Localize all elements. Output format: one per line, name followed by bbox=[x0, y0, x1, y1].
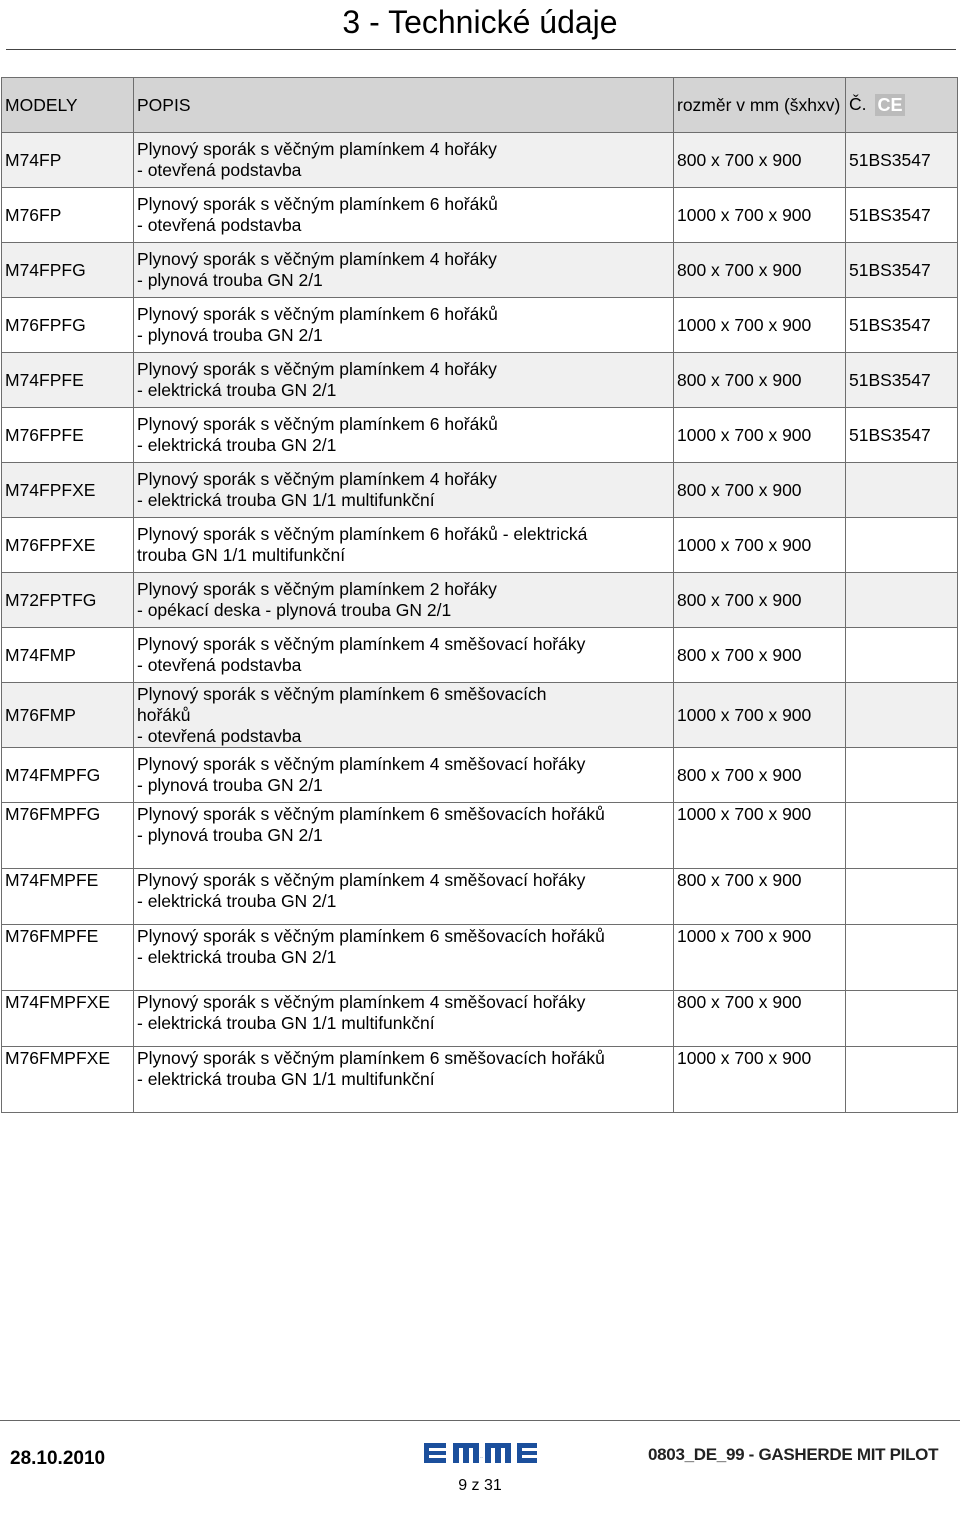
description-line: Plynový sporák s věčným plamínkem 6 hořáků bbox=[137, 414, 498, 434]
dimensions-cell: 1000 x 700 x 900 bbox=[674, 803, 846, 869]
header-dimensions: rozměr v mm (šxhxv) bbox=[674, 78, 846, 133]
description-line: Plynový sporák s věčným plamínkem 6 hořáků bbox=[137, 304, 498, 324]
dimensions-cell: 800 x 700 x 900 bbox=[674, 869, 846, 925]
description-line: Plynový sporák s věčným plamínkem 6 směšovacích hořáků bbox=[137, 926, 605, 946]
model-cell: M72FPTFG bbox=[2, 573, 134, 628]
ce-number-cell bbox=[846, 628, 958, 683]
description-cell bbox=[134, 353, 674, 408]
model-cell: M74FMPFG bbox=[2, 748, 134, 803]
description-line: - otevřená podstavba bbox=[137, 160, 302, 180]
model-cell: M74FMPFE bbox=[2, 869, 134, 925]
table-row bbox=[2, 683, 958, 748]
header-ce-label: Č. bbox=[849, 93, 867, 114]
dimensions-cell: 800 x 700 x 900 bbox=[674, 463, 846, 518]
dimensions-cell: 1000 x 700 x 900 bbox=[674, 188, 846, 243]
dimensions-cell: 800 x 700 x 900 bbox=[674, 748, 846, 803]
table-row bbox=[2, 463, 958, 518]
page-title: 3 - Technické údaje bbox=[342, 4, 618, 40]
ce-number-cell bbox=[846, 925, 958, 991]
table-row bbox=[2, 748, 958, 803]
description-cell bbox=[134, 408, 674, 463]
model-cell: M74FPFXE bbox=[2, 463, 134, 518]
description-line: - otevřená podstavba bbox=[137, 655, 302, 675]
description-line: Plynový sporák s věčným plamínkem 4 směšovací hořáky bbox=[137, 870, 586, 890]
dimensions-cell: 800 x 700 x 900 bbox=[674, 243, 846, 298]
technical-data-table bbox=[1, 77, 958, 1113]
description-line: - plynová trouba GN 2/1 bbox=[137, 325, 323, 345]
model-cell: M76FPFE bbox=[2, 408, 134, 463]
description-line: - plynová trouba GN 2/1 bbox=[137, 775, 323, 795]
ce-number-cell bbox=[846, 463, 958, 518]
document-reference: 0803_DE_99 - GASHERDE MIT PILOT bbox=[648, 1445, 939, 1464]
dimensions-cell: 1000 x 700 x 900 bbox=[674, 683, 846, 748]
model-cell: M76FMPFXE bbox=[2, 1047, 134, 1113]
description-cell bbox=[134, 463, 674, 518]
description-line: - opékací deska - plynová trouba GN 2/1 bbox=[137, 600, 452, 620]
description-line: Plynový sporák s věčným plamínkem 6 směšovacích hořáků bbox=[137, 1048, 605, 1068]
model-cell: M74FMPFXE bbox=[2, 991, 134, 1047]
ce-mark-icon bbox=[875, 94, 905, 116]
table-body bbox=[2, 133, 958, 1113]
description-line: - otevřená podstavba bbox=[137, 725, 302, 746]
description-line: Plynový sporák s věčným plamínkem 4 směšovací hořáky bbox=[137, 754, 586, 774]
table-row bbox=[2, 925, 958, 991]
description-line: - elektrická trouba GN 2/1 bbox=[137, 891, 337, 911]
table-row bbox=[2, 518, 958, 573]
description-cell bbox=[134, 298, 674, 353]
description-line: - elektrická trouba GN 1/1 multifunkční bbox=[137, 1069, 435, 1089]
description-cell bbox=[134, 243, 674, 298]
dimensions-cell: 1000 x 700 x 900 bbox=[674, 925, 846, 991]
description-line: Plynový sporák s věčným plamínkem 6 hořáků bbox=[137, 194, 498, 214]
description-cell bbox=[134, 573, 674, 628]
description-line: Plynový sporák s věčným plamínkem 4 hořáky bbox=[137, 139, 497, 159]
description-cell bbox=[134, 518, 674, 573]
ce-number-cell bbox=[846, 1047, 958, 1113]
dimensions-cell: 800 x 700 x 900 bbox=[674, 133, 846, 188]
table-row bbox=[2, 243, 958, 298]
description-line: - plynová trouba GN 2/1 bbox=[137, 270, 323, 290]
logo-text: EMME bbox=[480, 1458, 483, 1459]
description-line: hořáků bbox=[137, 704, 191, 725]
description-line: trouba GN 1/1 multifunkční bbox=[137, 545, 346, 565]
footer-divider bbox=[0, 1420, 960, 1421]
description-line: - plynová trouba GN 2/1 bbox=[137, 825, 323, 845]
description-line: - elektrická trouba GN 1/1 multifunkční bbox=[137, 1013, 435, 1033]
model-cell: M76FPFG bbox=[2, 298, 134, 353]
description-line: - elektrická trouba GN 2/1 bbox=[137, 947, 337, 967]
model-cell: M76FMPFG bbox=[2, 803, 134, 869]
description-line: - otevřená podstavba bbox=[137, 215, 302, 235]
ce-number-cell: 51BS3547 bbox=[846, 133, 958, 188]
dimensions-cell: 800 x 700 x 900 bbox=[674, 991, 846, 1047]
ce-number-cell bbox=[846, 803, 958, 869]
table-row bbox=[2, 298, 958, 353]
ce-number-cell: 51BS3547 bbox=[846, 298, 958, 353]
dimensions-cell: 1000 x 700 x 900 bbox=[674, 1047, 846, 1113]
ce-number-cell bbox=[846, 683, 958, 748]
dimensions-cell: 1000 x 700 x 900 bbox=[674, 408, 846, 463]
table-row bbox=[2, 869, 958, 925]
ce-number-cell bbox=[846, 991, 958, 1047]
ce-number-cell: 51BS3547 bbox=[846, 243, 958, 298]
emme-logo bbox=[423, 1442, 538, 1464]
model-cell: M76FP bbox=[2, 188, 134, 243]
description-line: Plynový sporák s věčným plamínkem 4 hořáky bbox=[137, 469, 497, 489]
ce-number-cell: 51BS3547 bbox=[846, 353, 958, 408]
model-cell: M74FP bbox=[2, 133, 134, 188]
dimensions-cell: 1000 x 700 x 900 bbox=[674, 298, 846, 353]
header-models: MODELY bbox=[2, 78, 134, 133]
description-cell bbox=[134, 869, 674, 925]
model-cell: M76FPFXE bbox=[2, 518, 134, 573]
header-ce-number bbox=[846, 78, 958, 133]
table-row bbox=[2, 991, 958, 1047]
dimensions-cell: 800 x 700 x 900 bbox=[674, 353, 846, 408]
header-description: POPIS bbox=[134, 78, 674, 133]
description-line: Plynový sporák s věčným plamínkem 6 hořáků - elektrická bbox=[137, 524, 588, 544]
table-row bbox=[2, 628, 958, 683]
description-line: - elektrická trouba GN 1/1 multifunkční bbox=[137, 490, 435, 510]
description-cell bbox=[134, 991, 674, 1047]
table-row bbox=[2, 803, 958, 869]
table-row bbox=[2, 353, 958, 408]
description-cell bbox=[134, 133, 674, 188]
description-cell bbox=[134, 748, 674, 803]
table-row bbox=[2, 133, 958, 188]
ce-number-cell bbox=[846, 748, 958, 803]
description-cell bbox=[134, 188, 674, 243]
model-cell: M74FPFG bbox=[2, 243, 134, 298]
model-cell: M76FMPFE bbox=[2, 925, 134, 991]
table-row bbox=[2, 1047, 958, 1113]
title-divider bbox=[6, 49, 956, 50]
description-line: Plynový sporák s věčným plamínkem 4 hořáky bbox=[137, 249, 497, 269]
description-cell bbox=[134, 628, 674, 683]
description-cell bbox=[134, 925, 674, 991]
description-line: Plynový sporák s věčným plamínkem 4 směšovací hořáky bbox=[137, 634, 586, 654]
description-line: Plynový sporák s věčným plamínkem 6 směšovacích hořáků bbox=[137, 804, 605, 824]
model-cell: M76FMP bbox=[2, 683, 134, 748]
dimensions-cell: 1000 x 700 x 900 bbox=[674, 518, 846, 573]
svg-text:CE: CE bbox=[876, 95, 903, 116]
table-row bbox=[2, 573, 958, 628]
description-line: Plynový sporák s věčným plamínkem 4 směšovací hořáky bbox=[137, 992, 586, 1012]
description-line: Plynový sporák s věčným plamínkem 6 směšovacích bbox=[137, 683, 547, 704]
description-cell bbox=[134, 1047, 674, 1113]
footer-date: 28.10.2010 bbox=[10, 1448, 106, 1469]
description-cell bbox=[134, 683, 674, 748]
description-line: Plynový sporák s věčným plamínkem 4 hořáky bbox=[137, 359, 497, 379]
ce-number-cell: 51BS3547 bbox=[846, 408, 958, 463]
dimensions-cell: 800 x 700 x 900 bbox=[674, 628, 846, 683]
description-cell bbox=[134, 803, 674, 869]
table-row bbox=[2, 408, 958, 463]
dimensions-cell: 800 x 700 x 900 bbox=[674, 573, 846, 628]
ce-number-cell bbox=[846, 518, 958, 573]
description-line: - elektrická trouba GN 2/1 bbox=[137, 380, 337, 400]
description-line: Plynový sporák s věčným plamínkem 2 hořáky bbox=[137, 579, 497, 599]
table-header-row bbox=[2, 78, 958, 133]
ce-number-cell bbox=[846, 869, 958, 925]
model-cell: M74FMP bbox=[2, 628, 134, 683]
ce-number-cell: 51BS3547 bbox=[846, 188, 958, 243]
ce-number-cell bbox=[846, 573, 958, 628]
page-number: 9 z 31 bbox=[458, 1477, 502, 1494]
model-cell: M74FPFE bbox=[2, 353, 134, 408]
table-row bbox=[2, 188, 958, 243]
description-line: - elektrická trouba GN 2/1 bbox=[137, 435, 337, 455]
